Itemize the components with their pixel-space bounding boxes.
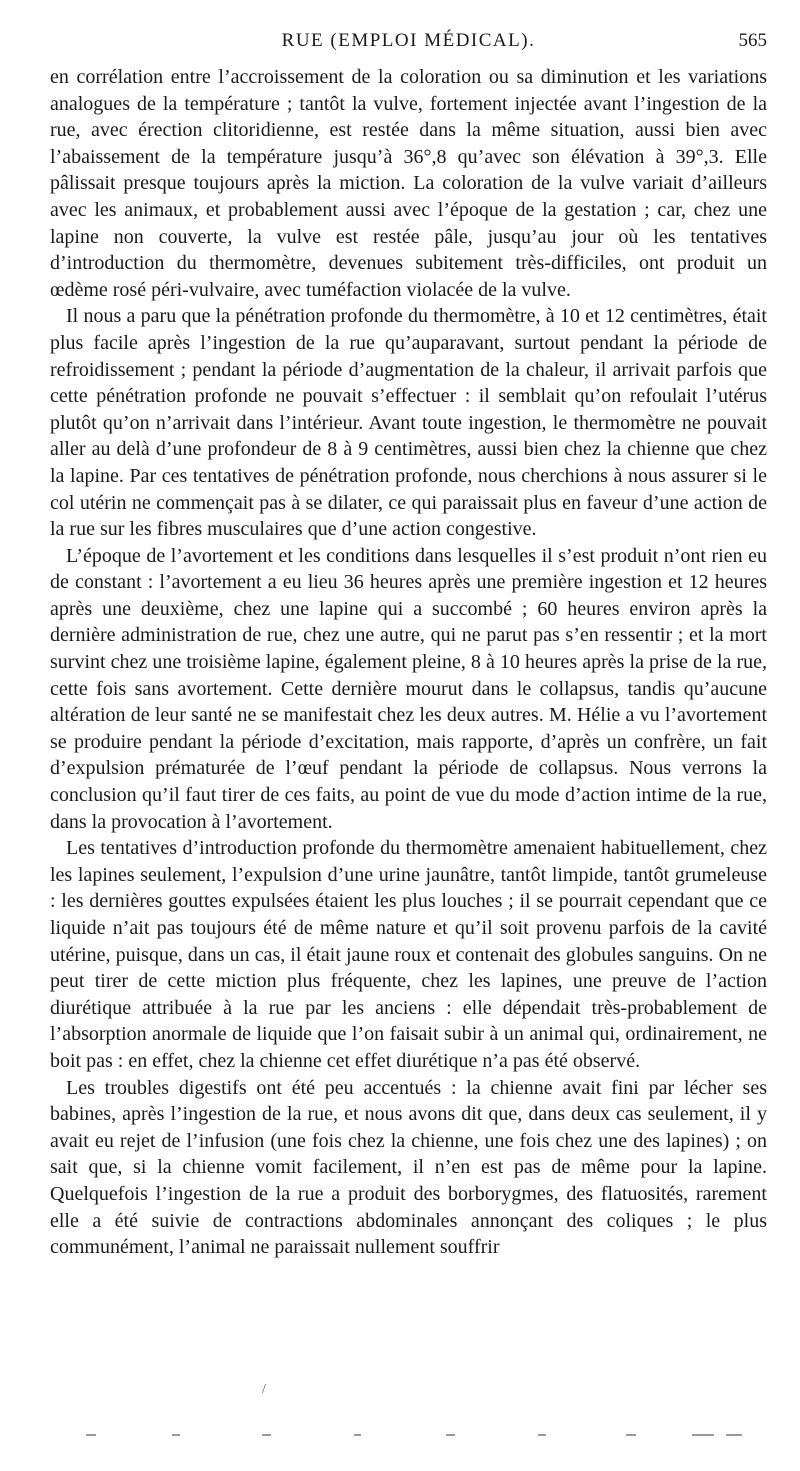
scan-mark [86,1434,96,1436]
paragraph-1: en corrélation entre l’accroissement de la coloration ou sa diminution et les variations analogues de la température ; tantôt la vulve, fortement injectée avant l’ingestion de la rue, avec érection clitoridienne, est restée dans la même situation, aussi bien avec l’abaissement de la température jusqu’à 36°,8 qu’avec son élévation à 39°,3. Elle pâlissait presque toujours après la miction. La coloration de la vulve variait d’ailleurs avec les animaux, et probablement aussi avec l’époque de la gestation ; car, chez une lapine non couverte, la vulve est restée pâle, jusqu’au jour où les tentatives d’introduction du thermomètre, devenues subitement très-difficiles, ont produit un œdème rosé péri-vulvaire, avec tuméfaction violacée de la vulve. [50,66,767,301]
scan-mark [726,1434,742,1436]
scan-mark [538,1434,546,1436]
paragraph-3: L’époque de l’avortement et les conditions dans lesquelles il s’est produit n’ont rien eu de constant : l’avortement a eu lieu 36 heures après une première ingestion et 12 heures après une deuxième, chez une lapine qui a succombé ; 60 heures environ après la dernière administration de rue, chez une autre, qui ne parut pas s’en ressentir ; et la mort survint chez une troisième lapine, également pleine, 8 à 10 heures après la prise de la rue, cette fois sans avortement. Cette dernière mourut dans le collapsus, tandis qu’aucune altération de leur santé ne se manifestait chez les deux autres. M. Hélie a vu l’avortement se produire pendant la période d’excitation, mais rapporte, d’après un confrère, un fait d’expulsion prématurée de l’œuf pendant la période de collapsus. Nous verrons la conclusion qu’il faut tirer de ces faits, au point de vue du mode d’action intime de la rue, dans la provocation à l’avortement. [50,544,767,833]
scan-mark [262,1434,271,1436]
footer-mark: / [262,1382,266,1397]
scan-mark [692,1434,714,1436]
paragraph-2: Il nous a paru que la pénétration profonde du thermomètre, à 10 et 12 centimètres, était plus facile après l’ingestion de la rue qu’auparavant, surtout pendant la période de refroidissement ; pendant la période d’augmentation de la chaleur, il arrivait parfois que cette pénétration profonde ne pouvait s’effectuer : il semblait qu’on refoulait l’utérus plutôt qu’on n’arrivait dans l’intérieur. Avant toute ingestion, le thermomètre ne pouvait aller au delà d’une profondeur de 8 à 9 centimètres, aussi bien chez la chienne que chez la lapine. Par ces tentatives de pénétration profonde, nous cherchions à nous assurer si le col utérin ne commençait pas à se dilater, ce qui paraissait plus en faveur d’une action de la rue sur les fibres musculaires que d’une action congestive. [50,305,767,541]
scan-mark [354,1434,361,1436]
scan-mark [446,1434,455,1436]
paragraph-4: Les tentatives d’introduction profonde du thermomètre amenaient habituellement, chez les lapines seulement, l’expulsion d’une urine jaunâtre, tantôt limpide, tantôt grumeleuse : les dernières gouttes expulsées étaient les plus louches ; il se pourrait cependant que ce liquide n’ait pas toujours été de même nature et qu’il soit provenu parfois de la cavité utérine, puisque, dans un cas, il était jaune roux et contenait des globules sanguins. On ne peut tirer de cette miction plus fréquente, chez les lapines, une preuve de l’action diurétique attribuée à la rue par les anciens : elle dépendait très-probablement de l’absorption anormale de liquide que l’on faisait subir à un animal qui, ordinairement, ne boit pas : en effet, chez la chienne cet effet diurétique n’a pas été observé. [50,837,767,1072]
footer-scan-marks [86,1434,746,1440]
page-number: 565 [738,30,767,51]
paragraph-5: Les troubles digestifs ont été peu accentués : la chienne avait fini par lécher ses babines, après l’ingestion de la rue, et nous avons dit que, dans deux cas seulement, il y avait eu rejet de l’infusion (une fois chez la chienne, une fois chez une des lapines) ; on sait que, si la chienne vomit facilement, il n’en est pas de même pour la lapine. Quelquefois l’ingestion de la rue a produit des borborygmes, des flatuosités, rarement elle a été suivie de contractions abdominales annonçant des coliques ; le plus communément, l’animal ne paraissait nullement souffrir [50,1076,767,1259]
running-title: RUE (EMPLOI MÉDICAL). [281,30,536,51]
scan-mark [172,1434,180,1436]
body-text [50,64,767,1261]
scan-mark [626,1434,636,1436]
running-head [50,30,767,56]
